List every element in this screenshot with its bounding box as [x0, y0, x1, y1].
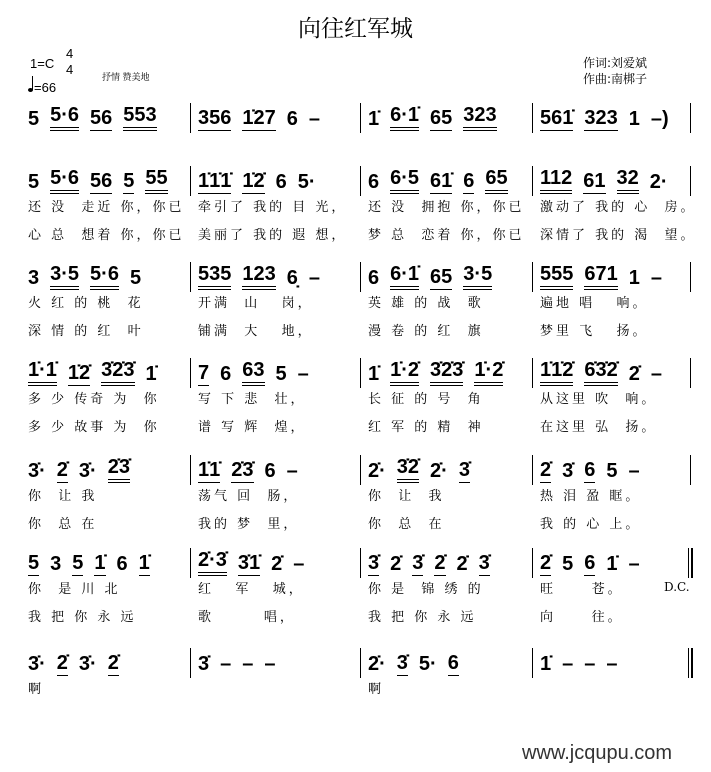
lyric-verse-2	[198, 704, 364, 732]
bar-line	[360, 103, 361, 133]
note-group: 1	[628, 267, 640, 289]
bar-line	[690, 262, 691, 292]
measure	[28, 262, 194, 346]
note-group: 2·	[649, 171, 668, 193]
note-group: 2̇	[56, 652, 68, 674]
note-group: 3̇·	[78, 653, 97, 675]
measure-notes	[28, 103, 194, 131]
expression-marking: 抒情 赞美地	[102, 72, 150, 82]
note-group: 1̇	[94, 552, 106, 574]
note-group: 6̣	[286, 267, 298, 289]
note-group: –	[584, 653, 596, 675]
measure	[368, 548, 534, 632]
bar-line	[360, 648, 361, 678]
lyric-verse-2: 多 少 故事 为 你	[28, 420, 160, 435]
note-group: 3̇1̇	[237, 552, 261, 574]
measure	[28, 548, 194, 632]
lyric-verse-1	[28, 131, 194, 159]
note-group: 5	[606, 460, 618, 482]
note-group: 5	[28, 108, 40, 130]
note-group: 61̇	[430, 170, 453, 192]
note-group: 6·1̇	[390, 104, 419, 131]
song-title: 向往红军城	[298, 16, 413, 42]
note-group: 3̇2̇	[397, 456, 419, 483]
note-group: 561̇	[540, 107, 574, 129]
lyric-verse-1	[368, 131, 534, 159]
note-group: 1̇	[368, 108, 380, 130]
bar-line	[532, 358, 533, 388]
time-sig-bottom: 4	[66, 62, 74, 77]
lyric-verse-2: 我 把 你 永 远	[28, 610, 137, 625]
lyric-verse-1: 长 征 的 号 角	[368, 392, 484, 407]
measure-notes	[368, 455, 534, 483]
measure-notes	[540, 548, 706, 576]
lyric-verse-2: 在这里 弘 扬。	[540, 420, 658, 435]
bar-line	[532, 103, 533, 133]
lyric-verse-2: 漫 卷 的 红 旗	[368, 324, 484, 339]
lyric-verse-1: 啊	[28, 682, 45, 697]
note-group: 3̇	[412, 552, 424, 574]
note-group: 1̇·1̇	[28, 359, 57, 386]
lyric-verse-1: 红 军 城，	[198, 582, 305, 597]
lyric-verse-2: 我 把 你 永 远	[368, 610, 477, 625]
bar-line	[360, 358, 361, 388]
note-group: 1̇1̇1̇	[198, 170, 232, 192]
quarter-note-icon	[28, 88, 33, 92]
note-group: –	[650, 267, 662, 289]
measure-notes	[540, 103, 706, 131]
tempo-value: =66	[34, 80, 57, 95]
bar-line	[190, 262, 191, 292]
lyric-verse-1: 你 让 我	[368, 489, 445, 504]
lyric-verse-2: 梦 总 恋着 你，你已	[368, 228, 525, 243]
credits	[583, 55, 647, 87]
note-group: –	[562, 653, 574, 675]
note-group: 553	[123, 104, 156, 131]
note-group: 6	[264, 460, 276, 482]
note-group: 3̇2̇3̇	[430, 359, 463, 386]
measure	[198, 358, 364, 442]
lyric-verse-1: 啊	[368, 682, 385, 697]
note-group: 6·1̇	[390, 263, 419, 290]
bar-line	[360, 548, 361, 578]
note-group: 6·5	[390, 167, 419, 194]
note-group: 1̇1̇2̇	[540, 359, 573, 386]
note-group: 6	[584, 459, 596, 481]
note-group: 3̇	[562, 460, 574, 482]
bar-line	[690, 455, 691, 485]
measure-notes	[198, 455, 364, 483]
note-group: 1̇	[606, 553, 618, 575]
note-group: 5	[72, 552, 84, 574]
note-group: 5·	[418, 653, 437, 675]
note-group: 2̇·	[368, 460, 386, 482]
measure	[368, 648, 534, 732]
lyric-verse-1: 你 是 川 北	[28, 582, 121, 597]
bar-line	[360, 166, 361, 196]
note-group: 1̇1̇	[198, 459, 221, 481]
note-group: 2̇	[540, 459, 552, 481]
measure-notes	[198, 166, 364, 194]
double-bar-line	[688, 548, 690, 578]
note-group: 2̇	[107, 652, 119, 674]
measure-notes	[540, 648, 706, 676]
note-group: 1̇·2̇	[390, 359, 419, 386]
lyric-verse-2: 深情了 我的 渴 望。	[540, 228, 697, 243]
note-group: 3̇·	[28, 460, 46, 482]
note-group: 6	[220, 363, 232, 385]
note-group: 3	[28, 267, 40, 289]
note-group: 2̇·3̇	[198, 549, 227, 576]
bar-line	[360, 455, 361, 485]
note-group: 1̇	[540, 653, 552, 675]
note-group: 7	[198, 362, 210, 384]
lyric-verse-2: 谱 写 辉 煌，	[198, 420, 307, 435]
measure-notes	[28, 358, 194, 386]
note-group: 56	[90, 107, 113, 129]
lyric-verse-1: 旺 苍。	[540, 582, 624, 597]
lyric-verse-1: 还 没 走近 你，你已	[28, 200, 185, 215]
lyric-verse-1: 激动了 我的 心 房。	[540, 200, 697, 215]
lyric-verse-1	[540, 676, 706, 704]
measure	[28, 358, 194, 442]
measure	[198, 648, 364, 732]
lyric-verse-2: 你 总 在	[28, 517, 98, 532]
note-group: 2̇	[56, 459, 68, 481]
measure	[198, 166, 364, 250]
lyric-verse-1: 英 雄 的 战 歌	[368, 296, 484, 311]
bar-line	[690, 103, 691, 133]
measure	[368, 166, 534, 250]
note-group: 1	[628, 108, 640, 130]
note-group: 6	[275, 171, 287, 193]
tempo-marking	[28, 80, 56, 95]
measure-notes	[198, 103, 364, 131]
lyric-verse-1: 牵引了 我的 目 光，	[198, 200, 348, 215]
note-group: 2̇	[628, 363, 640, 385]
bar-line	[190, 103, 191, 133]
note-group: 1̇2̇	[67, 362, 91, 384]
note-group: 65	[430, 266, 453, 288]
note-group: 112	[540, 167, 572, 194]
measure	[198, 262, 364, 346]
da-capo-marking: D.C.	[664, 580, 690, 594]
note-group: 65	[430, 107, 453, 129]
note-group: –	[606, 653, 618, 675]
lyric-verse-1: 热 泪 盈 眶。	[540, 489, 642, 504]
note-group: 5	[562, 553, 574, 575]
note-group: 535	[198, 263, 231, 290]
measure-notes	[28, 648, 194, 676]
bar-line	[190, 548, 191, 578]
note-group: 63	[242, 359, 264, 386]
note-group: 2̇	[540, 552, 552, 574]
note-group: 32	[617, 167, 639, 194]
lyric-verse-2: 铺满 大 地，	[198, 324, 314, 339]
measure	[198, 548, 364, 632]
note-group: 1̇2̇	[242, 170, 265, 192]
note-group: –	[242, 653, 254, 675]
note-group: 3̇	[368, 552, 380, 574]
note-group: 323	[463, 104, 496, 131]
note-group: 5·6	[50, 104, 79, 131]
note-group: 6̇3̇2̇	[584, 359, 617, 386]
key-signature: 1=C	[30, 56, 55, 71]
note-group: 323	[584, 107, 618, 129]
note-group: –	[286, 460, 298, 482]
note-group: –	[293, 553, 305, 575]
note-group: 3	[50, 553, 62, 575]
measure-notes	[28, 262, 194, 290]
note-group: –	[308, 267, 320, 289]
note-group: 3̇	[458, 459, 470, 481]
lyric-verse-1	[198, 676, 364, 704]
lyric-verse-2: 我的 梦 里，	[198, 517, 300, 532]
note-group: 2̇3̇	[108, 456, 130, 483]
lyric-verse-2	[28, 704, 194, 732]
note-group: 5	[123, 170, 135, 192]
note-group: –	[308, 108, 320, 130]
lyricist: 作词:刘爱斌	[583, 56, 648, 70]
note-group: 2̇	[456, 553, 468, 575]
lyric-verse-2: 我 的 心 上。	[540, 517, 642, 532]
note-group: 1̇·2̇	[474, 359, 503, 386]
watermark: www.jcqupu.com	[522, 742, 673, 764]
measure-notes	[540, 262, 706, 290]
note-group: 5	[28, 552, 40, 574]
time-signature	[66, 46, 73, 78]
note-group: 6	[584, 552, 596, 574]
double-bar-line	[688, 648, 690, 678]
note-group: 3·5	[463, 263, 492, 290]
lyric-verse-1: 你 让 我	[28, 489, 98, 504]
note-group: 5	[28, 171, 40, 193]
measure-notes	[28, 166, 194, 194]
time-sig-top: 4	[66, 46, 74, 61]
note-group: 3·5	[50, 263, 79, 290]
lyric-verse-2	[368, 704, 534, 732]
note-group: –)	[650, 108, 669, 130]
note-group: 6	[286, 108, 298, 130]
measure	[28, 648, 194, 732]
note-group: 5·6	[50, 167, 79, 194]
measure	[540, 358, 706, 442]
bar-line	[532, 166, 533, 196]
lyric-verse-2: 梦里 飞 扬。	[540, 324, 649, 339]
lyric-verse-1: 荡气 回 肠，	[198, 489, 300, 504]
measure-notes	[368, 103, 534, 131]
measure-notes	[198, 648, 364, 676]
lyric-verse-1: 遍地 唱 响。	[540, 296, 649, 311]
note-group: 65	[485, 167, 507, 194]
note-group: 1̇	[368, 363, 380, 385]
bar-line	[360, 262, 361, 292]
bar-line	[190, 455, 191, 485]
measure	[198, 455, 364, 539]
lyric-verse-2	[540, 704, 706, 732]
note-group: –	[650, 363, 662, 385]
note-group: 2̇	[271, 553, 283, 575]
note-group: 2̇	[390, 553, 402, 575]
measure	[540, 455, 706, 539]
measure-notes	[28, 548, 194, 576]
measure-notes	[540, 455, 706, 483]
bar-line	[690, 166, 691, 196]
note-group: 5	[129, 267, 142, 289]
measure	[540, 166, 706, 250]
note-group: 61	[583, 170, 606, 192]
lyric-verse-1	[540, 131, 706, 159]
note-group: 1̇	[145, 363, 157, 385]
note-group: 3̇·	[28, 653, 46, 675]
lyric-verse-2: 美丽了 我的 遐 想，	[198, 228, 348, 243]
note-group: 56	[90, 170, 113, 192]
bar-line	[190, 166, 191, 196]
note-group: 2̇	[434, 552, 446, 574]
lyric-verse-1	[198, 131, 364, 159]
note-group: 3̇	[478, 552, 490, 574]
bar-line	[690, 358, 691, 388]
note-group: 5·6	[90, 263, 119, 290]
note-group: 55	[145, 167, 167, 194]
lyric-verse-1: 从这里 吹 响。	[540, 392, 658, 407]
bar-line	[532, 648, 533, 678]
measure-notes	[540, 166, 706, 194]
note-group: 1̇	[138, 552, 150, 574]
note-group: –	[220, 653, 232, 675]
lyric-verse-1: 开满 山 岗，	[198, 296, 314, 311]
bar-line	[532, 548, 533, 578]
measure	[368, 455, 534, 539]
measure-notes	[368, 548, 534, 576]
note-group: 3̇	[396, 652, 408, 674]
lyric-verse-1: 写 下 悲 壮，	[198, 392, 307, 407]
measure-notes	[28, 455, 194, 483]
measure	[368, 262, 534, 346]
note-group: –	[628, 553, 640, 575]
bar-line	[532, 455, 533, 485]
note-group: 555	[540, 263, 573, 290]
note-group: 123	[242, 263, 275, 290]
lyric-verse-2: 歌 唱，	[198, 610, 296, 625]
measure-notes	[540, 358, 706, 386]
bar-line	[190, 648, 191, 678]
note-group: 6	[447, 652, 459, 674]
lyric-verse-2: 深 情 的 红 叶	[28, 324, 144, 339]
measure	[368, 358, 534, 442]
measure-notes	[198, 548, 364, 576]
note-group: 356	[198, 107, 232, 129]
measure-notes	[368, 166, 534, 194]
note-group: 5·	[297, 171, 316, 193]
note-group: 6	[463, 170, 475, 192]
lyric-verse-2: 红 军 的 精 神	[368, 420, 484, 435]
note-group: 6	[116, 553, 128, 575]
note-group: 6	[368, 267, 380, 289]
lyric-verse-1: 火 红 的 桃 花	[28, 296, 144, 311]
note-group: –	[628, 460, 640, 482]
note-group: 2̇·	[430, 460, 448, 482]
measure-notes	[368, 648, 534, 676]
lyric-verse-2: 向 往。	[540, 610, 624, 625]
lyric-verse-1: 多 少 传奇 为 你	[28, 392, 160, 407]
bar-line	[532, 262, 533, 292]
measure	[28, 166, 194, 250]
note-group: 2̇3̇	[231, 459, 254, 481]
lyric-verse-2: 你 总 在	[368, 517, 445, 532]
measure	[28, 455, 194, 539]
measure-notes	[198, 262, 364, 290]
note-group: 2̇·	[368, 653, 386, 675]
measure-notes	[368, 358, 534, 386]
measure-notes	[198, 358, 364, 386]
note-group: 1̇27	[242, 107, 276, 129]
note-group: 671	[584, 263, 617, 290]
note-group: 5	[275, 363, 287, 385]
measure	[540, 262, 706, 346]
note-group: 6	[368, 171, 380, 193]
note-group: 3̇·	[78, 460, 97, 482]
note-group: –	[297, 363, 309, 385]
lyric-verse-1: 你 是 锦 绣 的	[368, 582, 484, 597]
composer: 作曲:南梆子	[583, 72, 648, 86]
note-group: 3̇	[198, 653, 210, 675]
bar-line	[190, 358, 191, 388]
measure-notes	[368, 262, 534, 290]
lyric-verse-1: 还 没 拥抱 你，你已	[368, 200, 525, 215]
measure	[540, 648, 706, 732]
note-group: 3̇2̇3̇	[101, 359, 134, 386]
note-group: –	[264, 653, 276, 675]
lyric-verse-2: 心 总 想着 你，你已	[28, 228, 185, 243]
